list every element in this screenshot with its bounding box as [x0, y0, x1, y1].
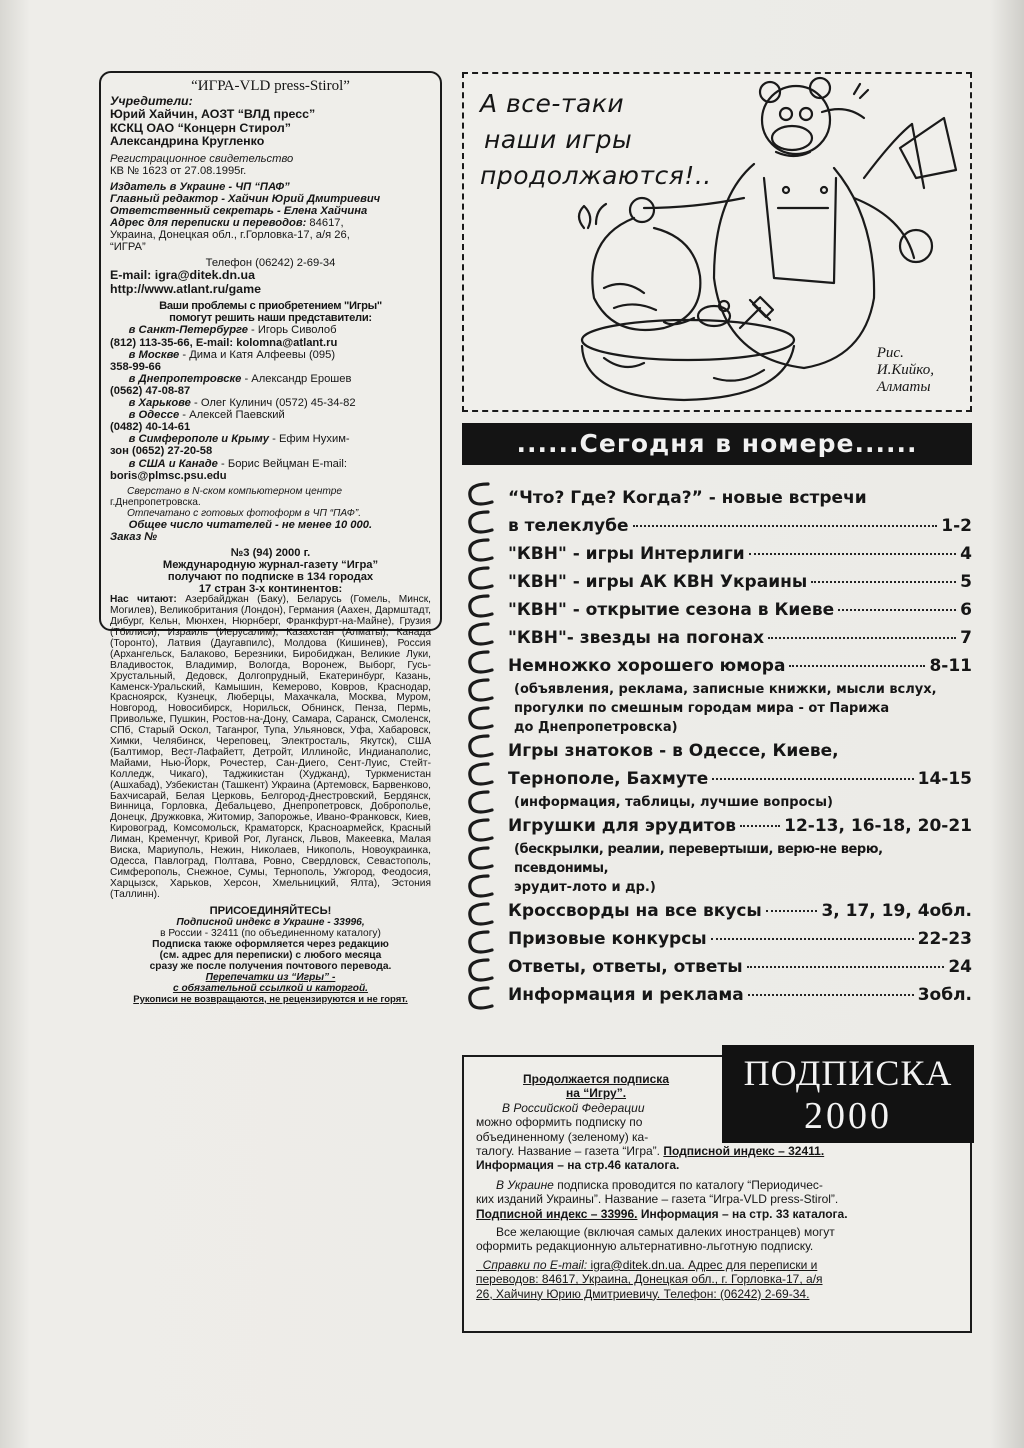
- address-line: Украина, Донецкая обл., г.Горловка-17, а/я 26,: [110, 229, 350, 242]
- entry-8-note: (бескрылки, реалии, перевертыши, верю-не верю, псевдонимы,: [514, 842, 883, 876]
- subs-line-1: Международную журнал-газету “Игра”: [162, 558, 379, 571]
- rep-item-contact: (0562) 47-08-87: [110, 384, 191, 397]
- reps-title-1: Ваши проблемы с приобретением "Игры": [159, 300, 382, 313]
- editorial-sub-2: (см. адрес для переписки) с любого месяца: [159, 949, 382, 961]
- sub-ukraine-1: В Украине подписка проводится по каталогу “Периодичес-: [496, 1177, 823, 1192]
- rep-item: в Санкт-Петербурге - Игорь Сиволоб: [128, 324, 337, 337]
- contents-entry-4[interactable]: "КВН" - открытие сезона в Киеве 6: [508, 596, 972, 624]
- imprint-title: “ИГРА-VLD press-Stirol”: [191, 78, 350, 94]
- caption-line-3: продолжаются!..: [480, 161, 712, 190]
- sub-intro-1: Продолжается подписка: [523, 1072, 669, 1086]
- countries-list: Нас читают: Азербайджан (Баку), Беларусь (Гомель, Минск, Могилев), Великобритания (Лондон), Германия (Аахен, Дармштадт, Дибург, Кельн, Мюнхен, Нюрнберг, Франкфурт-на-Майне), Грузия (Тбилиси), Израиль (Иерусалим), Казахстан (Алматы), Канада (Торонто), Латвия (Даугавпилс), Молдова (Кишинев), Россия (Архангельск, Балаково, Березники, Биробиджан, Великие Луки, Владивосток, Владимир, Вологда, Воронеж, Выборг, Гусь-Хрустальный, Дедовск, Долгопрудный, Екатеринбург, Казань, Каменск-Уральский, Камышин, Кемерово, Ковров, Краснодар, Красноярск, Кузнецк, Люберцы, Махачкала, Москва, Муром, Новгород, Новосибирск, Норильск, Обнинск, Пенза, Пермь, Привольже, Пушкин, Ростов-на-Дону, Самара, Саранск, Смоленск, СПб, Старый Оскол, Таганрог, Тупа, Ульяновск, Уфа, Хабаровск, Химки, Челябинск, Череповец, Электросталь, Якутск), США (Балтимор, Вест-Лафайетт, Детройт, Иллинойс, Индианаполис, Майами, Нью-Йорк, Рочестер, Сан-Диего, Сент-Луис, Стейт-Колледж, Чикаго), Таджикистан (Худжанд), Туркменистан (Ашхабад), Узбекистан (Ташкент) Украина (Артемовск, Барвенково, Бахчисарай, Белая Церковь, Белгород-Днестровский, Бердянск, Винница, Горловка, Дебальцево, Днепропетровск, Доброполье, Донецк, Дружковка, Житомир, Запорожье, Ивано-Франковск, Киев, Кировоград, Комсомольск, Краматорск, Красноармейск, Красный Лиман, Кременчуг, Кривой Рог, Луганск, Львов, Макеевка, Малая Виска, Мариуполь, Нежин, Николаев, Никополь, Новоукраинка, Одесса, Павлоград, Полтава, Ровно, Свердловск, Севастополь, Симферополь, Снежное, Сумы, Тернополь, Ужгород, Феодосия, Харцызск, Харьков, Херсон, Хмельницкий, Ялта), Эстония (Таллинн).: [110, 594, 431, 900]
- banner-year: 2000: [804, 1095, 892, 1137]
- entry-6-note: до Днепропетровска): [514, 720, 678, 735]
- page-number: 7: [960, 628, 972, 648]
- page-number: 3обл.: [917, 985, 972, 1005]
- cartoon-frame: [462, 72, 972, 412]
- contents-entry-11[interactable]: Ответы, ответы, ответы 24: [508, 953, 972, 981]
- rep-item: в Симферополе и Крыму - Ефим Нухим-: [128, 433, 350, 446]
- cartoon-credit: [877, 345, 934, 396]
- contents-entry-7-end[interactable]: Тернополе, Бахмуте 14-15: [508, 765, 972, 793]
- sub-russia-1: можно оформить подписку по: [476, 1115, 643, 1130]
- subs-line-3: 17 стран 3-х континентов:: [198, 583, 343, 596]
- contents-entry-9[interactable]: Кроссворды на все вкусы 3, 17, 19, 4обл.: [508, 897, 972, 925]
- page-number: 14-15: [917, 769, 972, 789]
- credit-line-3: Алматы: [876, 379, 931, 395]
- subscription-text: [476, 1072, 966, 1301]
- rep-item: в Днепропетровске - Александр Ерошев: [128, 372, 352, 385]
- page-number: 6: [960, 600, 972, 620]
- banner-title: ПОДПИСКА: [743, 1053, 953, 1093]
- rep-item-contact: (0482) 40-14-61: [110, 421, 191, 434]
- readers-count: Общее число читателей - не менее 10 000.: [128, 518, 373, 531]
- registration-label: Регистрационное свидетельство: [110, 152, 294, 165]
- contents-header: ......Сегодня в номере......: [462, 423, 972, 465]
- sub-russia-2: объединенному (зеленому) ка-: [476, 1129, 649, 1144]
- founders-label: Учредители:: [110, 94, 193, 108]
- sub-russia-label: В Российской Федерации: [502, 1100, 645, 1115]
- rep-item-contact: boris@plmsc.psu.edu: [110, 469, 227, 482]
- sub-intro-2: на “Игру”.: [565, 1086, 627, 1101]
- credit-line-2: И.Кийко,: [876, 362, 934, 378]
- page-number: 12-13, 16-18, 20-21: [784, 816, 972, 836]
- sub-contacts-1: Справки по E-mail: igra@ditek.dn.ua. Адрес для переписки и: [482, 1257, 818, 1272]
- founder-2: КСКЦ ОАО “Концерн Стирол”: [110, 120, 291, 135]
- page-number: 3, 17, 19, 4обл.: [821, 901, 972, 921]
- contents-entry-5[interactable]: "КВН"- звезды на погонах 7: [508, 624, 972, 652]
- secretary: Ответственный секретарь - Елена Хайчина: [110, 205, 368, 217]
- rep-item-contact: 358-99-66: [110, 360, 162, 373]
- founder-3: Александрина Кругленко: [110, 134, 265, 149]
- address-to: “ИГРА”: [110, 241, 146, 254]
- registration-number: КВ № 1623 от 27.08.1995г.: [110, 164, 247, 177]
- printed-info: Отпечатано с готовых фотоформ в ЧП “ПАФ”.: [126, 507, 362, 519]
- typeset-info: Сверстано в N-ском компьютерном центре: [126, 485, 343, 497]
- rep-item-contact: (812) 113-35-66, E-mail: kolomna@atlant.ru: [110, 336, 338, 349]
- rep-item-contact: зон (0652) 27-20-58: [110, 445, 213, 458]
- reprint-note-1: Перепечатки из “Игры” -: [205, 971, 336, 983]
- page-number: 22-23: [917, 929, 972, 949]
- typeset-city: г.Днепропетровска.: [110, 496, 201, 508]
- contents-entry-10[interactable]: Призовые конкурсы 22-23: [508, 925, 972, 953]
- index-russia: в России - 32411 (по объединенному каталогу): [160, 927, 381, 939]
- email-link[interactable]: E-mail: igra@ditek.dn.ua: [110, 268, 255, 283]
- editorial-sub-1: Подписка также оформляется через редакцию: [152, 938, 389, 950]
- contents-entry-1[interactable]: “Что? Где? Когда?” - новые встречи: [508, 488, 867, 508]
- contents-list: [508, 484, 972, 1009]
- contents-entry-1-end[interactable]: в телеклубе 1-2: [508, 512, 972, 540]
- contents-entry-12[interactable]: Информация и реклама 3обл.: [508, 981, 972, 1009]
- reprint-note-2: с обязательной ссылкой и каторгой.: [172, 982, 369, 994]
- entry-8-note: эрудит-лото и др.): [514, 880, 656, 895]
- sub-russia-info: Информация – на стр.46 каталога.: [476, 1158, 680, 1173]
- ukraine-index: Подписной индекс – 33996.: [476, 1206, 638, 1221]
- caption-line-1: А все-таки: [480, 89, 625, 118]
- rep-item: в Одессе - Алексей Паевский: [128, 409, 285, 422]
- russia-index: Подписной индекс – 32411.: [663, 1144, 825, 1159]
- page-number: 4: [960, 544, 972, 564]
- publisher: Издатель в Украине - ЧП “ПАФ”: [110, 180, 290, 193]
- sub-all-2: оформить редакционную альтернативно-льготную подписку.: [476, 1239, 814, 1254]
- sub-contacts-3: 26, Хайчину Юрию Дмитриевичу. Телефон: (06242) 2-69-34.: [476, 1286, 810, 1301]
- phone: Телефон (06242) 2-69-34: [205, 257, 336, 270]
- contents-entry-8[interactable]: Игрушки для эрудитов 12-13, 16-18, 20-21: [508, 812, 972, 840]
- sub-ukraine-2: ких изданий Украины”. Название – газета “Игра-VLD press-Stirol”.: [476, 1192, 839, 1207]
- credit-line-1: Рис.: [876, 345, 904, 361]
- imprint-box: [99, 71, 442, 1005]
- sub-russia-3: талогу. Название – газета “Игра”. Подписной индекс – 32411.: [476, 1144, 825, 1159]
- contents-entry-2[interactable]: "КВН" - игры Интерлиги 4: [508, 540, 972, 568]
- sub-ukraine-3: Подписной индекс – 33996. Информация – на стр. 33 каталога.: [476, 1206, 848, 1221]
- rep-item: в США и Канаде - Борис Вейцман E-mail:: [128, 457, 347, 470]
- notebook-spiral: [464, 478, 498, 1024]
- entry-7-note: (информация, таблицы, лучшие вопросы): [514, 795, 833, 810]
- rep-item: в Харькове - Олег Кулинич (0572) 45-34-82: [128, 397, 356, 410]
- sub-contacts-2: переводов: 84617, Украина, Донецкая обл., г. Горловка-17, а/я: [476, 1272, 823, 1287]
- address: Адрес для переписки и переводов: 84617,: [110, 217, 344, 230]
- founder-1: Юрий Хайчин, АОЗТ “ВЛД пресс”: [110, 107, 316, 122]
- entry-6-note: (объявления, реклама, записные книжки, мысли вслух,: [514, 682, 937, 697]
- order-number: Заказ №: [110, 530, 158, 543]
- contents-entry-6[interactable]: Немножко хорошего юмора 8-11: [508, 652, 972, 680]
- contents-entry-7[interactable]: Игры знатоков - в Одессе, Киеве,: [508, 741, 839, 761]
- page-number: 8-11: [929, 656, 972, 676]
- editor: Главный редактор - Хайчин Юрий Дмитриевич: [110, 192, 381, 205]
- contents-entry-3[interactable]: "КВН" - игры АК КВН Украины 5: [508, 568, 972, 596]
- manuscripts-note: Рукописи не возвращаются, не рецензируются и не горят.: [133, 993, 408, 1005]
- page-number: 1-2: [941, 516, 972, 536]
- editorial-sub-3: сразу же после получения почтового перевода.: [149, 960, 392, 972]
- subs-line-2: получают по подписке в 134 городах: [167, 571, 374, 584]
- sub-all-1: Все желающие (включая самых далеких иностранцев) могут: [496, 1225, 835, 1240]
- web-link[interactable]: http://www.atlant.ru/game: [110, 281, 261, 296]
- index-ukraine: Подписной индекс в Украине - 33996,: [176, 916, 365, 928]
- rep-item: в Москве - Дима и Катя Алфеевы (095): [128, 348, 336, 361]
- reps-title-2: помогут решить наши представители:: [169, 312, 372, 325]
- email-link[interactable]: igra@ditek.dn.ua. Адрес для переписки и: [587, 1257, 818, 1272]
- entry-6-note: прогулки по смешным городам мира - от Парижа: [514, 701, 890, 716]
- page-number: 24: [948, 957, 972, 977]
- caption-line-2: наши игры: [484, 125, 633, 154]
- page-number: 5: [960, 572, 972, 592]
- issue-number: №3 (94) 2000 г.: [230, 546, 311, 559]
- join-call: ПРИСОЕДИНЯЙТЕСЬ!: [209, 904, 332, 917]
